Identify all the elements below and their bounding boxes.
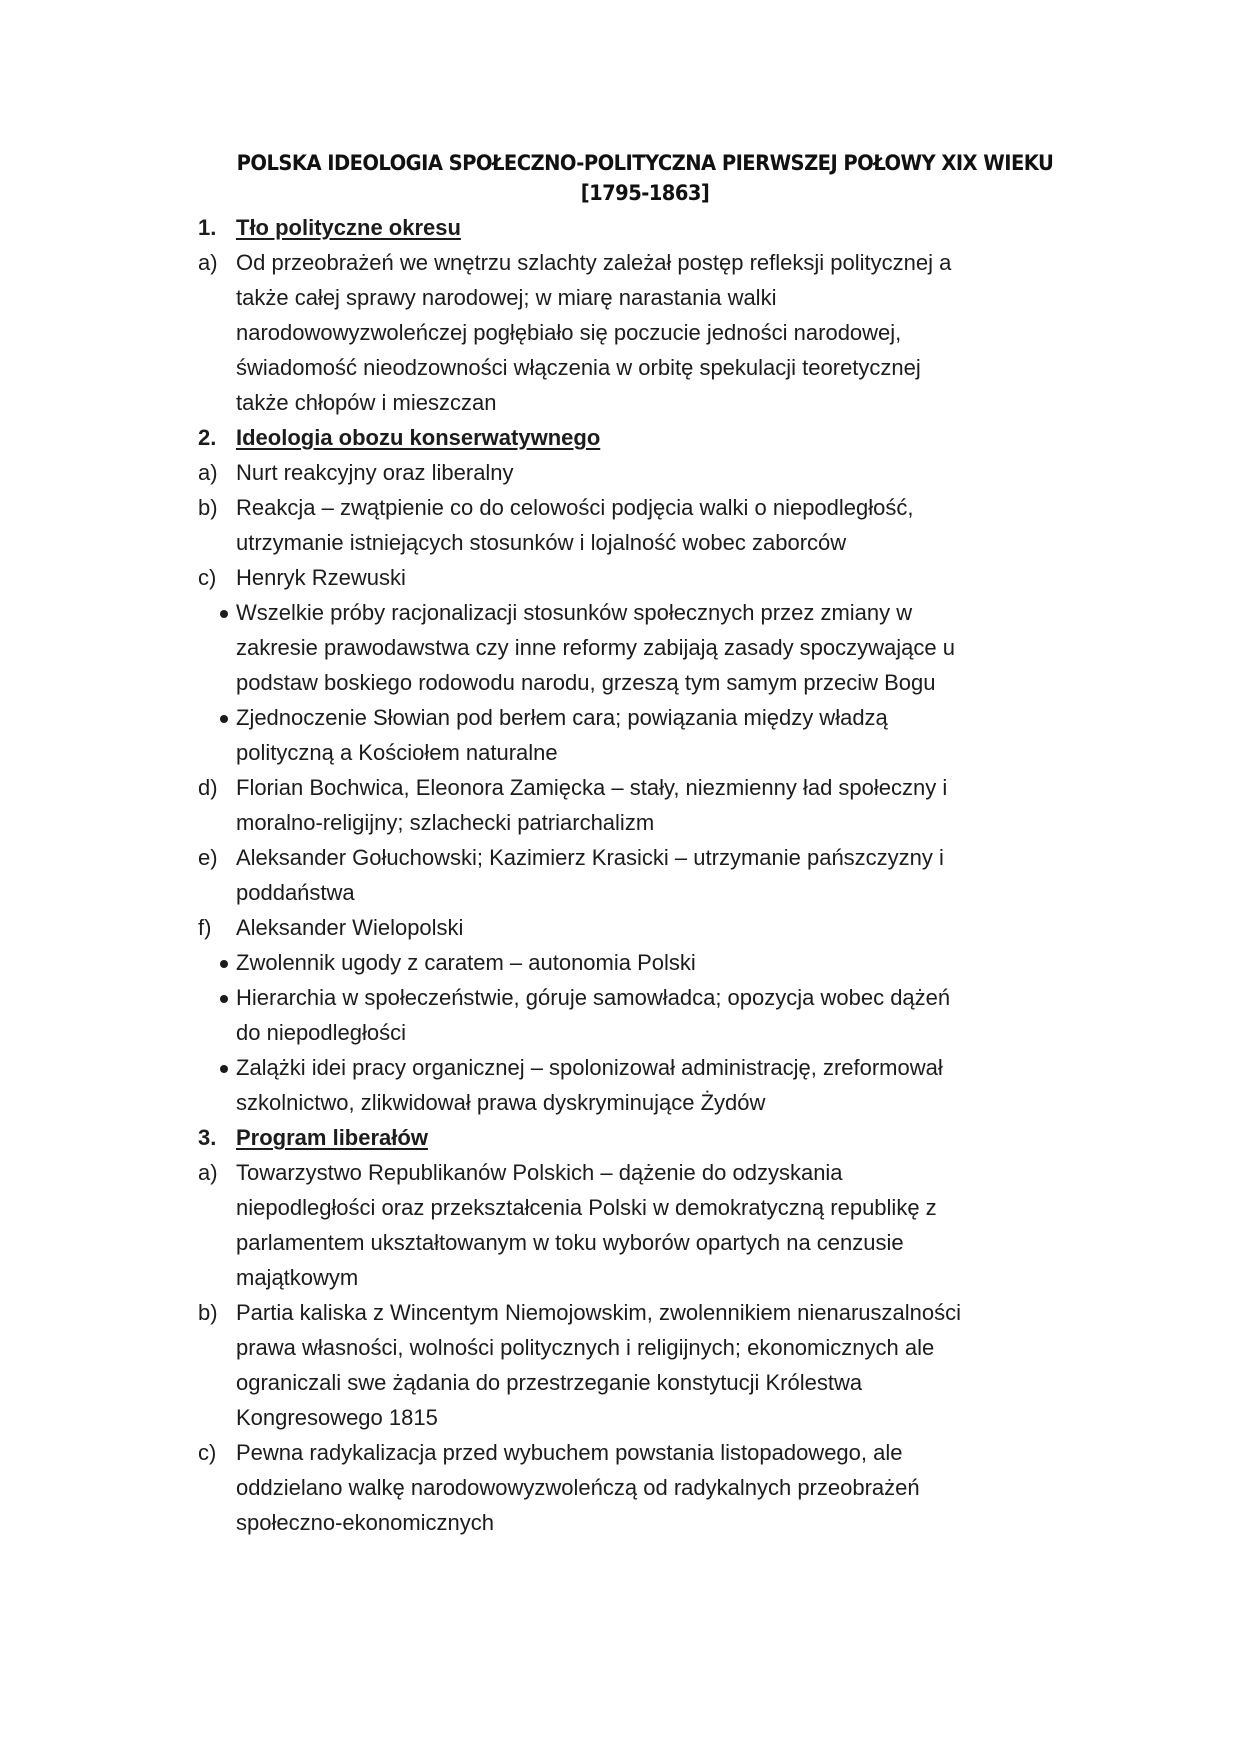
list-item-continuation: [198, 525, 1038, 560]
line-text: ograniczali swe żądania do przestrzeganie konstytucji Królestwa: [236, 1370, 863, 1395]
line-text: utrzymanie istniejących stosunków i lojalność wobec zaborców: [236, 530, 847, 555]
section-heading: [198, 1120, 1038, 1155]
list-marker: d): [198, 775, 218, 800]
line-text: Reakcja – zwątpienie co do celowości podjęcia walki o niepodległość,: [236, 495, 914, 520]
line-text: Henryk Rzewuski: [236, 565, 406, 590]
list-item: [198, 490, 1038, 525]
line-text: Od przeobrażeń we wnętrzu szlachty zależał postęp refleksji politycznej a: [236, 250, 952, 275]
line-text: także całej sprawy narodowej; w miarę narastania walki: [236, 285, 777, 310]
bullet-icon: [220, 960, 228, 968]
list-item: [198, 560, 1038, 595]
bullet-item: [198, 595, 1038, 630]
bullet-icon: [220, 1065, 228, 1073]
line-text: prawa własności, wolności politycznych i religijnych; ekonomicznych ale: [236, 1335, 935, 1360]
list-marker: 3.: [198, 1125, 217, 1150]
line-text: polityczną a Kościołem naturalne: [236, 740, 558, 765]
list-item-continuation: [198, 805, 1038, 840]
list-item-continuation: [198, 1400, 1038, 1435]
list-marker: c): [198, 565, 217, 590]
line-text: parlamentem ukształtowanym w toku wyborów opartych na cenzusie: [236, 1230, 904, 1255]
bullet-item: [198, 700, 1038, 735]
line-text: zakresie prawodawstwa czy inne reformy zabijają zasady spoczywające u: [236, 635, 955, 660]
list-item-continuation: [198, 315, 1038, 350]
line-text: Ideologia obozu konserwatywnego: [236, 425, 601, 450]
line-text: także chłopów i mieszczan: [236, 390, 497, 415]
bullet-item: [198, 945, 1038, 980]
list-marker: c): [198, 1440, 217, 1465]
list-marker: f): [198, 915, 212, 940]
list-marker: e): [198, 845, 218, 870]
list-item-continuation: [198, 1505, 1038, 1540]
list-item: [198, 770, 1038, 805]
title-line-2: [1795-1863]: [580, 181, 710, 205]
line-text: Hierarchia w społeczeństwie, góruje samowładca; opozycja wobec dążeń: [236, 985, 951, 1010]
line-text: poddaństwa: [236, 880, 355, 905]
line-text: majątkowym: [236, 1265, 359, 1290]
line-text: Kongresowego 1815: [236, 1405, 438, 1430]
list-item: [198, 245, 1038, 280]
list-item-continuation: [198, 1470, 1038, 1505]
list-item-continuation: [198, 350, 1038, 385]
line-text: Tło polityczne okresu: [236, 215, 461, 240]
bullet-icon: [220, 610, 228, 618]
bullet-item: [198, 980, 1038, 1015]
line-text: narodowowyzwoleńczej pogłębiało się poczucie jedności narodowej,: [236, 320, 902, 345]
line-text: moralno-religijny; szlachecki patriarchalizm: [236, 810, 655, 835]
bullet-icon: [220, 715, 228, 723]
list-item: [198, 840, 1038, 875]
line-text: społeczno-ekonomicznych: [236, 1510, 495, 1535]
list-item: [198, 1155, 1038, 1190]
line-text: Partia kaliska z Wincentym Niemojowskim, zwolennikiem nienaruszalności: [236, 1300, 962, 1325]
line-text: Wszelkie próby racjonalizacji stosunków społecznych przez zmiany w: [236, 600, 913, 625]
bullet-item: [198, 1050, 1038, 1085]
list-item-continuation: [198, 1260, 1038, 1295]
line-text: Zalążki idei pracy organicznej – spolonizował administrację, zreformował: [236, 1055, 943, 1080]
list-item: [198, 910, 1038, 945]
line-text: Zwolennik ugody z caratem – autonomia Polski: [236, 950, 696, 975]
line-text: świadomość nieodzowności włączenia w orbitę spekulacji teoretycznej: [236, 355, 921, 380]
line-text: oddzielano walkę narodowowyzwoleńczą od radykalnych przeobrażeń: [236, 1475, 920, 1500]
line-text: Aleksander Gołuchowski; Kazimierz Krasicki – utrzymanie pańszczyzny i: [236, 845, 944, 870]
list-item-continuation: [198, 1365, 1038, 1400]
list-marker: b): [198, 495, 218, 520]
list-item: [198, 455, 1038, 490]
section-heading: [198, 420, 1038, 455]
list-item-continuation: [198, 1330, 1038, 1365]
list-item-continuation: [198, 1015, 1038, 1050]
line-text: Florian Bochwica, Eleonora Zamięcka – stały, niezmienny ład społeczny i: [236, 775, 948, 800]
list-item-continuation: [198, 1085, 1038, 1120]
line-text: podstaw boskiego rodowodu narodu, grzeszą tym samym przeciw Bogu: [236, 670, 936, 695]
list-item-continuation: [198, 630, 1038, 665]
list-item: [198, 1435, 1038, 1470]
list-item-continuation: [198, 1225, 1038, 1260]
list-item-continuation: [198, 385, 1038, 420]
list-item-continuation: [198, 875, 1038, 910]
list-item-continuation: [198, 280, 1038, 315]
section-heading: [198, 210, 1038, 245]
line-text: Zjednoczenie Słowian pod berłem cara; powiązania między władzą: [236, 705, 888, 730]
list-item-continuation: [198, 665, 1038, 700]
list-item: [198, 1295, 1038, 1330]
line-text: niepodległości oraz przekształcenia Polski w demokratyczną republikę z: [236, 1195, 937, 1220]
line-text: Nurt reakcyjny oraz liberalny: [236, 460, 514, 485]
page-title: [231, 148, 1059, 208]
line-text: do niepodległości: [236, 1020, 407, 1045]
line-text: Program liberałów: [236, 1125, 428, 1150]
line-text: Pewna radykalizacja przed wybuchem powstania listopadowego, ale: [236, 1440, 903, 1465]
list-marker: 1.: [198, 215, 217, 240]
line-text: Aleksander Wielopolski: [236, 915, 464, 940]
bullet-icon: [220, 995, 228, 1003]
title-line-1: POLSKA IDEOLOGIA SPOŁECZNO-POLITYCZNA PIERWSZEJ POŁOWY XIX WIEKU: [236, 151, 1054, 175]
document-body: [198, 210, 1038, 1540]
list-marker: 2.: [198, 425, 217, 450]
list-item-continuation: [198, 1190, 1038, 1225]
list-marker: a): [198, 250, 218, 275]
list-marker: b): [198, 1300, 218, 1325]
line-text: Towarzystwo Republikanów Polskich – dążenie do odzyskania: [236, 1160, 843, 1185]
list-item-continuation: [198, 735, 1038, 770]
line-text: szkolnictwo, zlikwidował prawa dyskryminujące Żydów: [236, 1090, 766, 1115]
list-marker: a): [198, 460, 218, 485]
list-marker: a): [198, 1160, 218, 1185]
